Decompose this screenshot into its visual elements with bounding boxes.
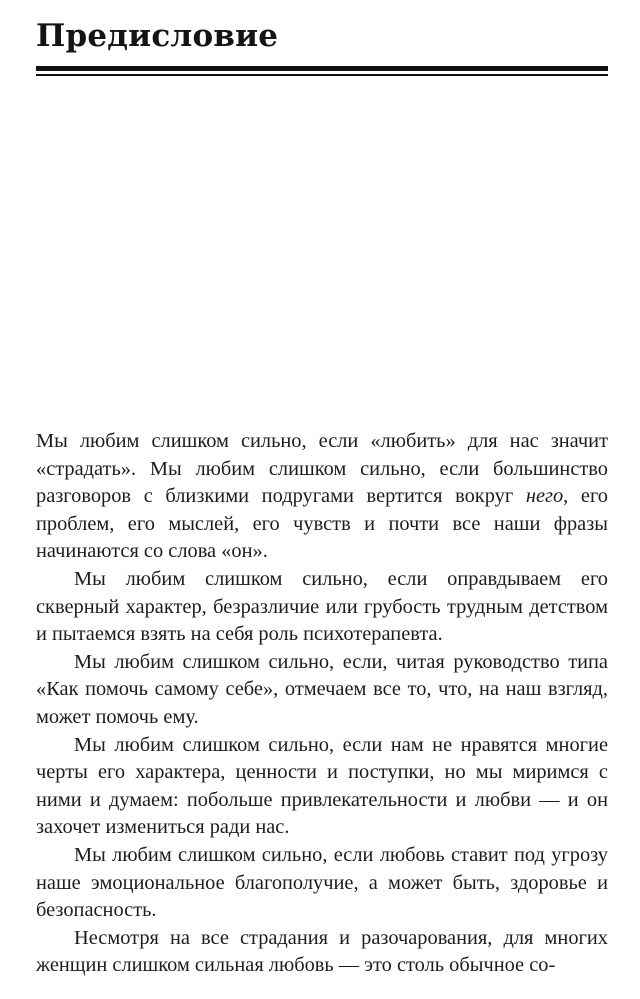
paragraph-1 (36, 428, 608, 566)
paragraph-1-end: , его проблем, его мыслей, его чувств и почти все наши фразы начинаются со слова «он». (36, 485, 608, 563)
paragraph-1-emphasis: него (525, 485, 564, 508)
page-title: Предисловие (36, 18, 279, 54)
paragraph-4: Мы любим слишком сильно, если нам не нравятся многие черты его характера, ценности и поступки, но мы миримся с ними и думаем: побольше привлекательности и любви — и он захочет измениться ради нас. (36, 733, 608, 839)
title-rule-thin (36, 74, 608, 76)
paragraph-1-start: Мы любим слишком сильно, если «любить» для нас значит «страдать». Мы любим слишком сильно, если большинство разговоров с близкими подругами вертится вокруг (36, 430, 608, 508)
paragraph-6: Несмотря на все страдания и разочарования, для многих женщин слишком сильная любовь — это столь обычное со- (36, 926, 608, 977)
paragraph-2: Мы любим слишком сильно, если оправдываем его скверный характер, безразличие или грубость трудным детством и пытаемся взять на себя роль психотерапевта. (36, 567, 608, 646)
paragraph-3: Мы любим слишком сильно, если, читая руководство типа «Как помочь самому себе», отмечаем все то, что, на наш взгляд, может помочь ему. (36, 650, 608, 728)
paragraph-5: Мы любим слишком сильно, если любовь ставит под угрозу наше эмоциональное благополучие, а может быть, здоровье и безопасность. (36, 843, 608, 922)
body-text (36, 428, 608, 980)
title-rule-thick (36, 66, 608, 71)
